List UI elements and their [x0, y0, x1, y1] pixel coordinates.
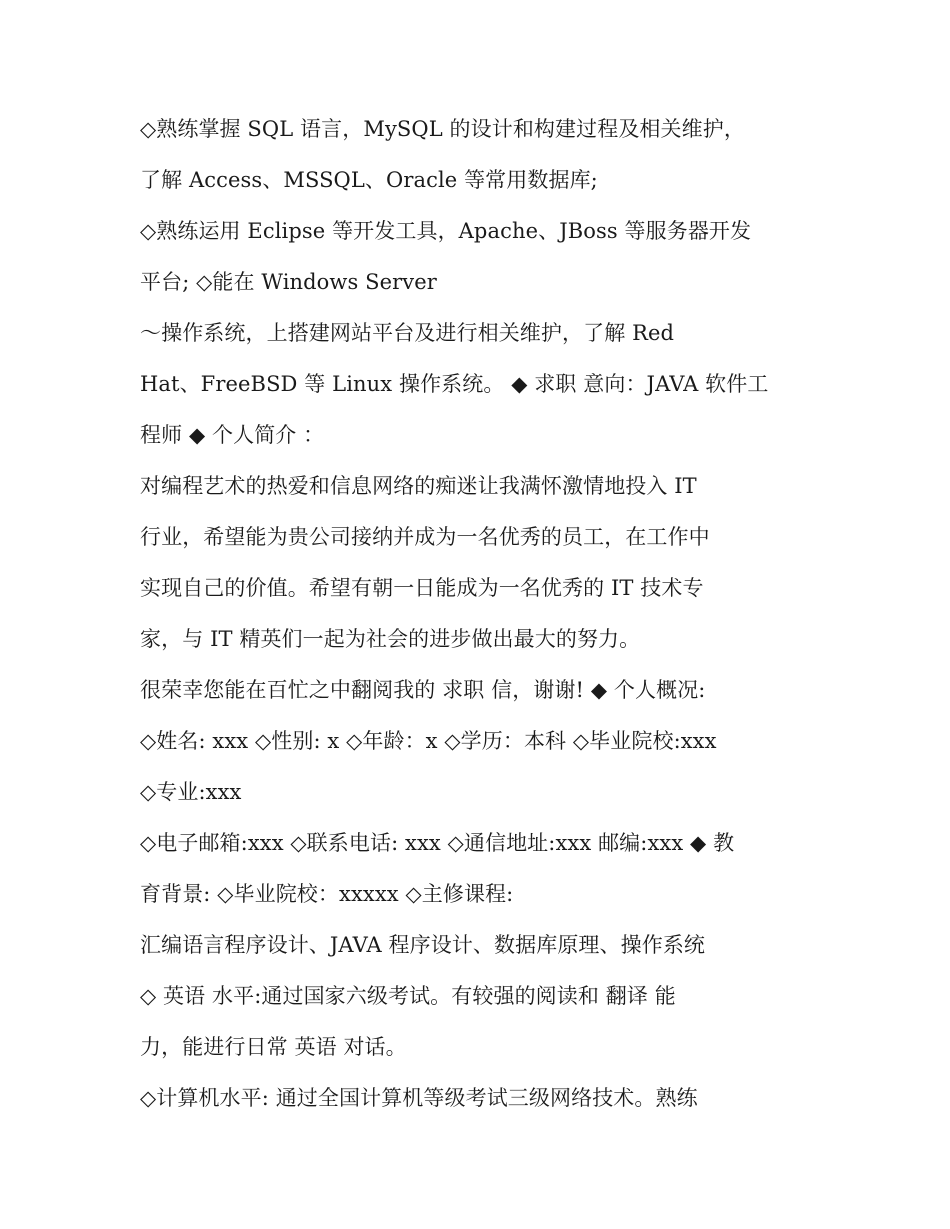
text-line: 平台; ◇能在 Windows Server — [140, 270, 437, 294]
text-line: 了解 Access、MSSQL、Oracle 等常用数据库; — [140, 168, 598, 192]
text-line: 力，能进行日常 英语 对话。 — [140, 1035, 407, 1059]
text-line: ◇姓名: xxx ◇性别: x ◇年龄：x ◇学历：本科 ◇毕业院校:xxx — [140, 729, 717, 753]
text-line: 对编程艺术的热爱和信息网络的痴迷让我满怀激情地投入 IT — [140, 474, 697, 498]
text-line: ◇熟练掌握 SQL 语言，MySQL 的设计和构建过程及相关维护， — [140, 117, 745, 141]
text-line: 育背景: ◇毕业院校：xxxxx ◇主修课程: — [140, 882, 514, 906]
document-body — [140, 104, 820, 1124]
text-line: 汇编语言程序设计、JAVA 程序设计、数据库原理、操作系统 — [140, 933, 706, 957]
text-line: ◇专业:xxx — [140, 780, 242, 804]
text-line: ◇熟练运用 Eclipse 等开发工具，Apache、JBoss 等服务器开发 — [140, 219, 752, 243]
text-line: 行业，希望能为贵公司接纳并成为一名优秀的员工，在工作中 — [140, 525, 710, 549]
text-line: 很荣幸您能在百忙之中翻阅我的 求职 信，谢谢! ◆ 个人概况: — [140, 678, 706, 702]
text-line: ◇计算机水平: 通过全国计算机等级考试三级网络技术。熟练 — [140, 1086, 698, 1110]
text-line: 程师 ◆ 个人简介 ： — [140, 423, 325, 447]
text-line: 实现自己的价值。希望有朝一日能成为一名优秀的 IT 技术专 — [140, 576, 704, 600]
text-line: ◇电子邮箱:xxx ◇联系电话: xxx ◇通信地址:xxx 邮编:xxx ◆ 教 — [140, 831, 735, 855]
text-line: 家，与 IT 精英们一起为社会的进步做出最大的努力。 — [140, 627, 641, 651]
text-line: ～操作系统，上搭建网站平台及进行相关维护，了解 Red — [140, 321, 675, 345]
text-line: ◇ 英语 水平:通过国家六级考试。有较强的阅读和 翻译 能 — [140, 984, 676, 1008]
text-line: Hat、FreeBSD 等 Linux 操作系统。 ◆ 求职 意向：JAVA 软件工 — [140, 372, 769, 396]
